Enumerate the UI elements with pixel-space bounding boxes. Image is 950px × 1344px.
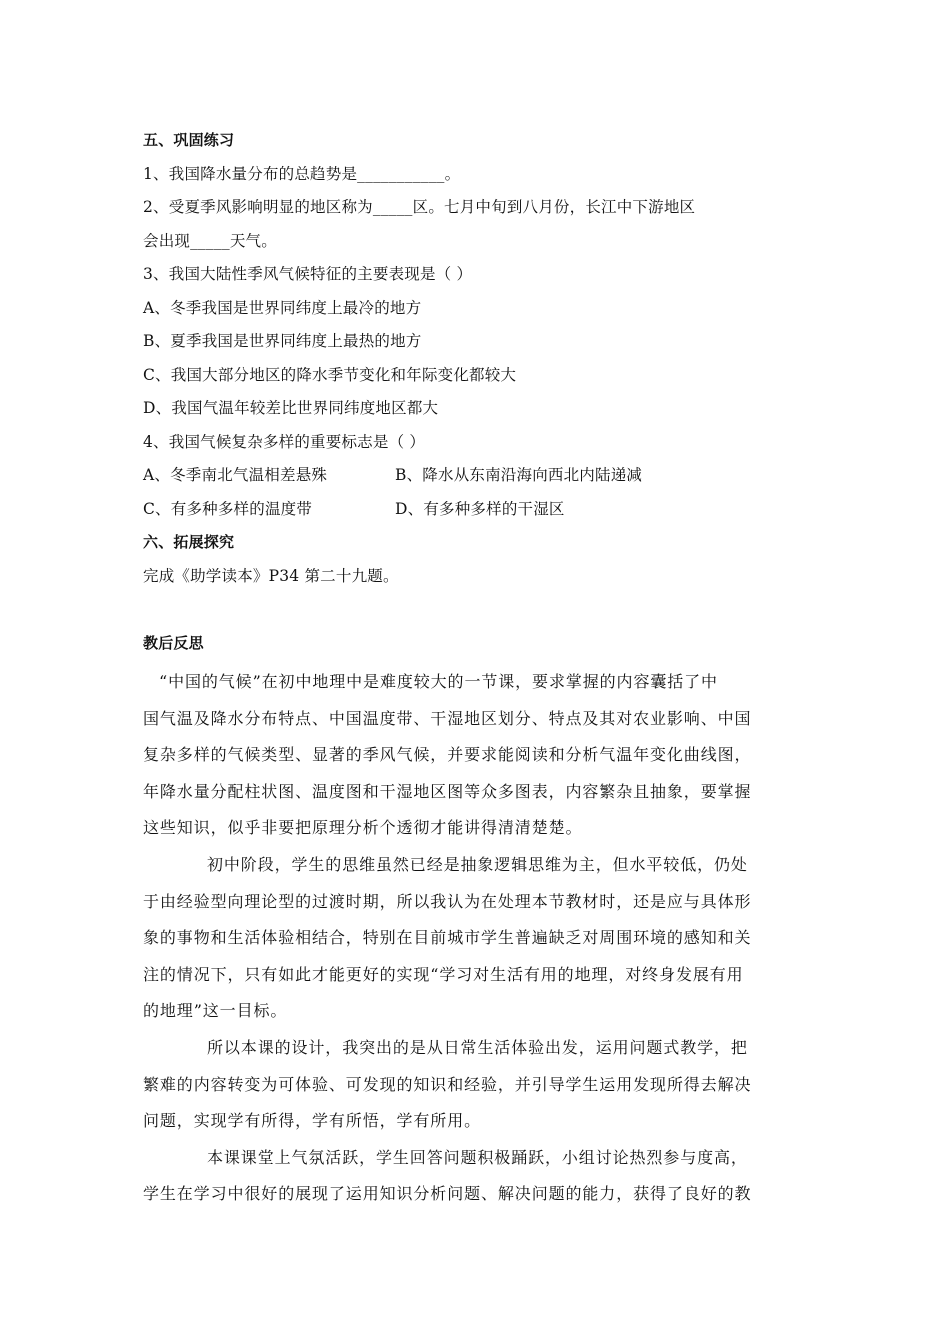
reflection-heading: 教后反思 — [143, 633, 204, 652]
question-4-option-d: D、有多种多样的干湿区 — [395, 499, 565, 518]
question-3: 3、我国大陆性季风气候特征的主要表现是（ ） — [143, 265, 473, 283]
question-3-option-c: C、我国大部分地区的降水季节变化和年际变化都较大 — [143, 365, 517, 384]
reflection-p2-line: 注的情况下，只有如此才能更好的实现“学习对生活有用的地理，对终身发展有用 — [143, 964, 744, 984]
reflection-p1-line: 国气温及降水分布特点、中国温度带、干湿地区划分、特点及其对农业影响、中国 — [143, 708, 752, 728]
question-4-option-c: C、有多种多样的温度带 — [143, 499, 313, 518]
reflection-p3-line: 所以本课的设计，我突出的是从日常生活体验出发，运用问题式教学，把 — [207, 1037, 748, 1057]
question-4-options-row-2 — [143, 493, 807, 527]
section-6-heading: 六、拓展探究 — [143, 533, 235, 551]
question-1: 1、我国降水量分布的总趋势是___________。 — [143, 164, 461, 183]
reflection-paragraph-1 — [143, 664, 807, 847]
question-3-option-d: D、我国气温年较差比世界同纬度地区都大 — [143, 399, 439, 417]
section-spacer — [143, 593, 807, 627]
reflection-p2-line: 的地理”这一目标。 — [143, 1001, 288, 1021]
reflection-p1-line: 复杂多样的气候类型、显著的季风气候，并要求能阅读和分析气温年变化曲线图， — [143, 745, 752, 765]
reflection-p1-line: “中国的气候”在初中地理中是难度较大的一节课，要求掌握的内容囊括了中 — [159, 672, 718, 691]
question-4-option-a: A、冬季南北气温相差悬殊 — [143, 466, 328, 484]
reflection-p4-line: 学生在学习中很好的展现了运用知识分析问题、解决问题的能力，获得了良好的教 — [143, 1184, 752, 1204]
reflection-p4-line: 本课课堂上气氛活跃，学生回答问题积极踊跃，小组讨论热烈参与度高， — [207, 1147, 748, 1167]
question-4-option-b: B、降水从东南沿海向西北内陆递减 — [395, 466, 643, 484]
section-5-heading: 五、巩固练习 — [143, 131, 235, 149]
reflection-p3-line: 问题，实现学有所得，学有所悟，学有所用。 — [143, 1111, 482, 1131]
document-content — [143, 124, 807, 1213]
reflection-p3-line: 繁难的内容转变为可体验、可发现的知识和经验，并引导学生运用发现所得去解决 — [143, 1074, 752, 1094]
question-3-option-a: A、冬季我国是世界同纬度上最冷的地方 — [143, 298, 422, 317]
section-6-text: 完成《助学读本》P34 第二十九题。 — [143, 566, 399, 585]
reflection-p1-line: 年降水量分配柱状图、温度图和干湿地区图等众多图表，内容繁杂且抽象，要掌握 — [143, 781, 752, 801]
reflection-p2-line: 于由经验型向理论型的过渡时期，所以我认为在处理本节教材时，还是应与具体形 — [143, 891, 752, 911]
reflection-p2-line: 象的事物和生活体验相结合，特别在目前城市学生普遍缺乏对周围环境的感知和关 — [143, 928, 752, 948]
reflection-paragraph-4 — [143, 1140, 807, 1213]
question-4-options-row-1 — [143, 459, 807, 493]
question-4: 4、我国气候复杂多样的重要标志是（ ） — [143, 432, 426, 451]
reflection-p1-line: 这些知识，似乎非要把原理分析个透彻才能讲得清清楚楚。 — [143, 818, 583, 838]
reflection-paragraph-2 — [143, 847, 807, 1030]
question-2-line-1: 2、受夏季风影响明显的地区称为_____区。七月中旬到八月份，长江中下游地区 — [143, 198, 696, 216]
reflection-paragraph-3 — [143, 1030, 807, 1140]
question-3-option-b: B、夏季我国是世界同纬度上最热的地方 — [143, 332, 422, 350]
reflection-p2-line: 初中阶段，学生的思维虽然已经是抽象逻辑思维为主，但水平较低，仍处 — [207, 854, 748, 874]
question-2-line-2: 会出现_____天气。 — [143, 231, 277, 250]
